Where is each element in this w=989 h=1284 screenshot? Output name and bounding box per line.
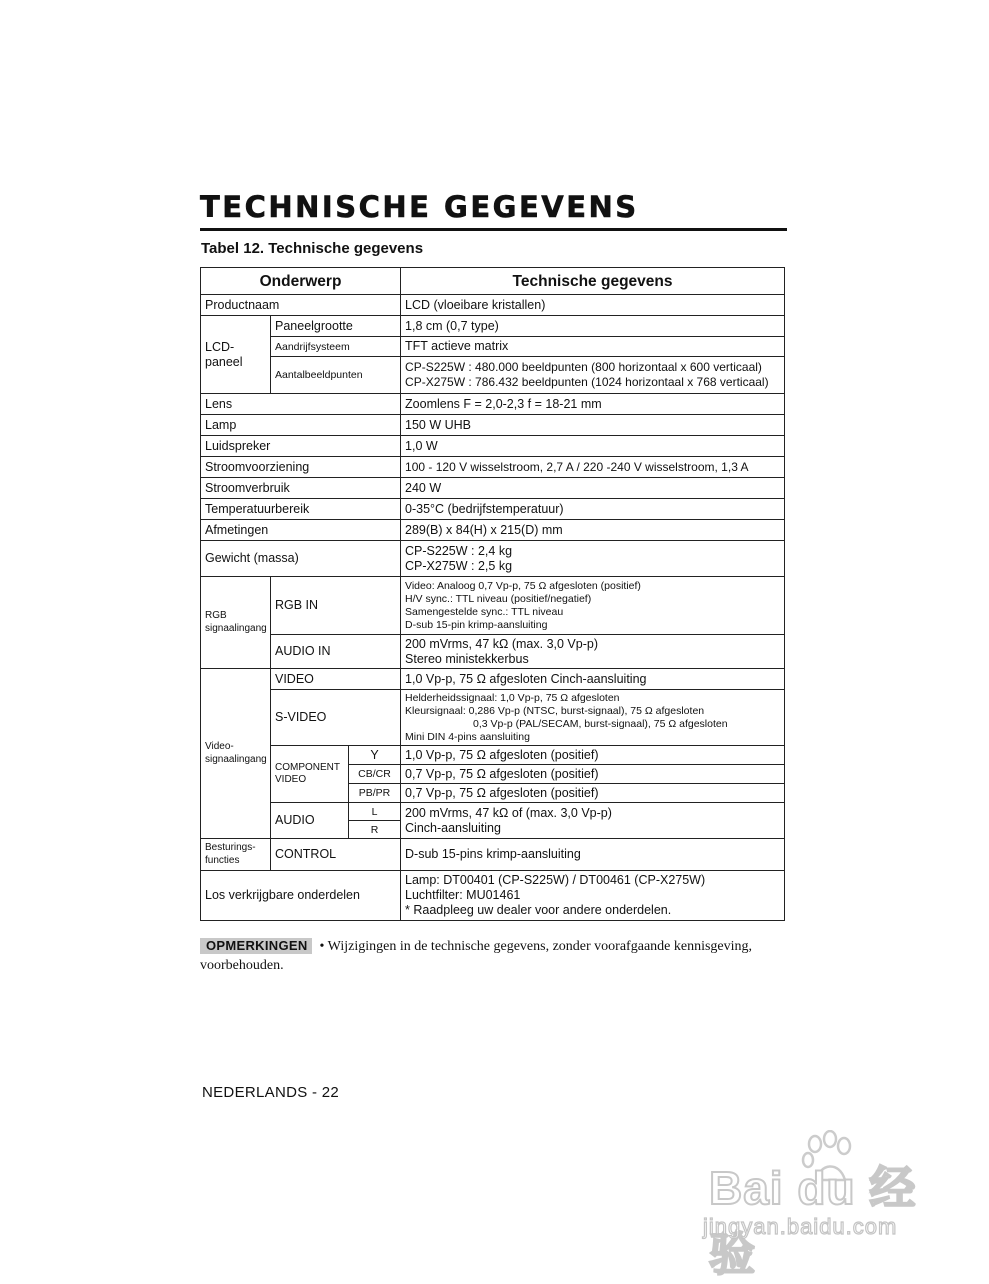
value-line: Lamp: DT00401 (CP-S225W) / DT00461 (CP-X275W) (405, 873, 706, 887)
row-value: 289(B) x 84(H) x 215(D) mm (401, 520, 785, 541)
row-value: 1,0 W (401, 436, 785, 457)
table-row (201, 436, 785, 457)
channel-label: R (349, 821, 401, 839)
row-label: Stroomvoorziening (201, 457, 401, 478)
group-label: LCD- paneel (201, 316, 271, 394)
row-value (401, 577, 785, 635)
row-value: 0,7 Vp-p, 75 Ω afgesloten (positief) (401, 765, 785, 784)
value-line: H/V sync.: TTL niveau (positief/negatief) (405, 592, 592, 605)
notes-badge: OPMERKINGEN (200, 938, 312, 954)
row-value (401, 871, 785, 921)
row-label: Luidspreker (201, 436, 401, 457)
watermark-url: jingyan.baidu.com (703, 1214, 898, 1239)
value-line: 200 mVrms, 47 kΩ (max. 3,0 Vp-p) (405, 636, 598, 651)
row-label: Productnaam (201, 295, 401, 316)
value-line: CP-X275W : 2,5 kg (405, 558, 513, 573)
row-value: 1,0 Vp-p, 75 Ω afgesloten Cinch-aansluiting (401, 669, 785, 690)
channel-label: CB/CR (349, 765, 401, 784)
row-label: Aandrijfsysteem (271, 337, 401, 357)
row-label: Stroomverbruik (201, 478, 401, 499)
row-value: LCD (vloeibare kristallen) (401, 295, 785, 316)
value-line: D-sub 15-pin krimp-aansluiting (405, 618, 548, 631)
table-row (201, 499, 785, 520)
row-value: 1,8 cm (0,7 type) (401, 316, 785, 337)
value-line: 0,3 Vp-p (PAL/SECAM, burst-signaal), 75 Ω afgesloten (473, 717, 728, 730)
row-label: RGB IN (271, 577, 401, 635)
row-label: Lens (201, 394, 401, 415)
value-line: * Raadpleeg uw dealer voor andere onderdelen. (405, 903, 672, 917)
channel-label: PB/PR (349, 784, 401, 803)
value-line: Stereo ministekkerbus (405, 651, 529, 666)
notes (200, 937, 790, 975)
page-footer: NEDERLANDS - 22 (202, 1084, 340, 1101)
table-row (201, 871, 785, 921)
notes-text: • Wijzigingen in de technische gegevens, zonder voorafgaande kennisgeving, voorbehouden. (200, 939, 753, 973)
row-value (401, 541, 785, 577)
value-line: CP-S225W : 2,4 kg (405, 543, 513, 558)
table-row (201, 394, 785, 415)
row-label: Afmetingen (201, 520, 401, 541)
row-value: 150 W UHB (401, 415, 785, 436)
value-line: Helderheidssignaal: 1,0 Vp-p, 75 Ω afgesloten (405, 691, 620, 704)
row-value (401, 803, 785, 839)
table-row (201, 635, 785, 669)
header-specs: Technische gegevens (401, 268, 785, 295)
paw-icon (799, 1130, 859, 1190)
row-label: AUDIO IN (271, 635, 401, 669)
table-row (201, 337, 785, 357)
value-line: CP-X275W : 786.432 beeldpunten (1024 horizontaal x 768 verticaal) (405, 375, 769, 389)
value-line: Cinch-aansluiting (405, 820, 501, 835)
row-value (401, 635, 785, 669)
row-label: VIDEO (271, 669, 401, 690)
spec-table (200, 267, 785, 921)
table-row (201, 746, 785, 765)
table-row (201, 478, 785, 499)
table-caption: Tabel 12. Technische gegevens (201, 240, 424, 257)
value-line: Video: Analoog 0,7 Vp-p, 75 Ω afgesloten (positief) (405, 579, 641, 592)
group-label: RGB signaalingang (201, 577, 271, 669)
sub-group-label: COMPONENT VIDEO (271, 746, 349, 803)
table-row (201, 690, 785, 746)
row-label: Lamp (201, 415, 401, 436)
row-value: TFT actieve matrix (401, 337, 785, 357)
table-row (201, 577, 785, 635)
value-line: Samengestelde sync.: TTL niveau (405, 605, 564, 618)
table-row (201, 316, 785, 337)
table-row (201, 457, 785, 478)
row-label: Gewicht (massa) (201, 541, 401, 577)
row-value: D-sub 15-pins krimp-aansluiting (401, 839, 785, 871)
table-row (201, 357, 785, 394)
row-value: 240 W (401, 478, 785, 499)
row-label: Paneelgrootte (271, 316, 401, 337)
title-divider (200, 228, 787, 231)
channel-label: Y (349, 746, 401, 765)
value-line: Luchtfilter: MU01461 (405, 888, 521, 902)
sub-group-label: AUDIO (271, 803, 349, 839)
baidu-watermark (701, 1130, 941, 1280)
value-line: Kleursignaal: 0,286 Vp-p (NTSC, burst-signaal), 75 Ω afgesloten (405, 704, 705, 717)
table-row (201, 415, 785, 436)
row-label: S-VIDEO (271, 690, 401, 746)
row-label: CONTROL (271, 839, 401, 871)
row-label: Temperatuurbereik (201, 499, 401, 520)
value-line: Mini DIN 4-pins aansluiting (405, 730, 530, 743)
table-row (201, 839, 785, 871)
value-line: CP-S225W : 480.000 beeldpunten (800 horizontaal x 600 verticaal) (405, 360, 762, 374)
row-value: 0,7 Vp-p, 75 Ω afgesloten (positief) (401, 784, 785, 803)
row-value: 0-35°C (bedrijfstemperatuur) (401, 499, 785, 520)
channel-label: L (349, 803, 401, 821)
group-label: Besturings- functies (201, 839, 271, 871)
page-title: TECHNISCHE GEGEVENS (200, 190, 639, 224)
header-subject: Onderwerp (201, 268, 401, 295)
row-value (401, 690, 785, 746)
watermark-logo: Bai du 经验 (709, 1162, 917, 1280)
value-line: 200 mVrms, 47 kΩ of (max. 3,0 Vp-p) (405, 805, 612, 820)
table-row (201, 669, 785, 690)
row-label: Aantalbeeldpunten (271, 357, 401, 394)
table-header-row (201, 268, 785, 295)
row-value: 1,0 Vp-p, 75 Ω afgesloten (positief) (401, 746, 785, 765)
table-row (201, 295, 785, 316)
table-row (201, 803, 785, 821)
row-label: Los verkrijgbare onderdelen (201, 871, 401, 921)
group-label: Video- signaalingang (201, 669, 271, 839)
row-value: Zoomlens F = 2,0-2,3 f = 18-21 mm (401, 394, 785, 415)
table-row (201, 541, 785, 577)
table-row (201, 520, 785, 541)
row-value: 100 - 120 V wisselstroom, 2,7 A / 220 -240 V wisselstroom, 1,3 A (401, 457, 785, 478)
row-value (401, 357, 785, 394)
